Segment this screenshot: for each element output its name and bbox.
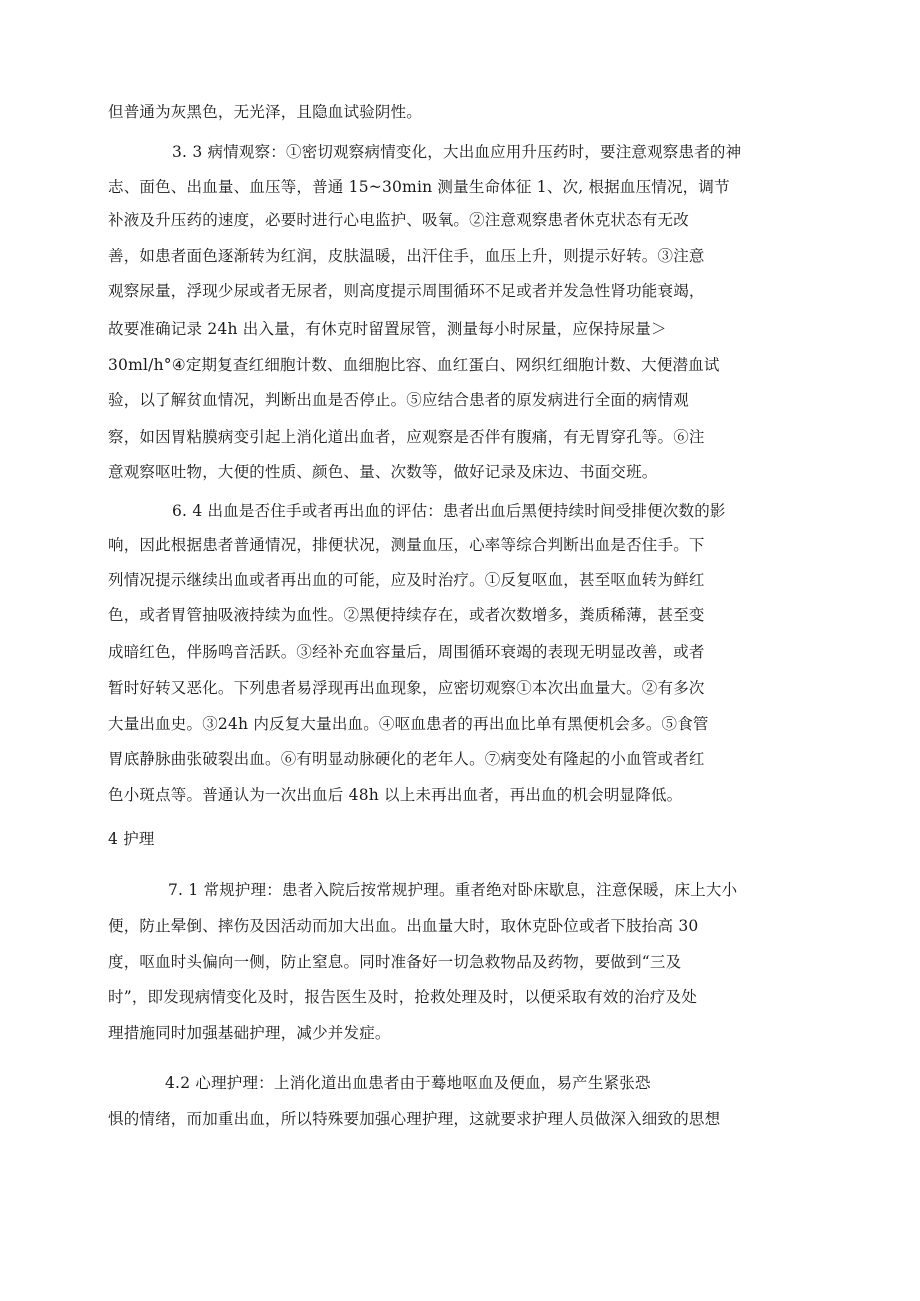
text-line: 惧的情绪，而加重出血，所以特殊要加强心理护理，这就要求护理人员做深入细致的思想 <box>108 1110 721 1128</box>
text-line: 4.2 心理护理：上消化道出血患者由于蓦地呕血及便血，易产生紧张恐 <box>165 1074 651 1092</box>
text-line: 3. 3 病情观察：①密切观察病情变化，大出血应用升压药时，要注意观察患者的神 <box>172 143 742 161</box>
text-line: 志、面色、出血量、血压等，普通 15~30min 测量生命体征 1、次, 根据血压情况，调节 <box>108 178 730 196</box>
text-line: 便，防止晕倒、摔伤及因活动而加大出血。出血量大时，取休克卧位或者下肢抬高 30 <box>108 917 699 935</box>
text-line: 善，如患者面色逐渐转为红润，皮肤温暖，出汗住手，血压上升，则提示好转。③注意 <box>108 247 705 265</box>
text-line: 验，以了解贫血情况，判断出血是否停止。⑤应结合患者的原发病进行全面的病情观 <box>108 391 689 409</box>
text-line: 故要准确记录 24h 出入量，有休克时留置尿管，测量每小时尿量，应保持尿量＞ <box>108 320 667 338</box>
text-line: 成暗红色，伴肠鸣音活跃。③经补充血容量后，周围循环衰竭的表现无明显改善，或者 <box>108 643 705 661</box>
text-line: 补液及升压药的速度，必要时进行心电监护、吸氧。②注意观察患者休克状态有无改 <box>108 211 689 229</box>
text-line: 响，因此根据患者普通情况，排便状况，测量血压，心率等综合判断出血是否住手。下 <box>108 536 705 554</box>
text-line: 7. 1 常规护理：患者入院后按常规护理。重者绝对卧床歇息，注意保暖，床上大小 <box>168 881 738 899</box>
text-line: 时”，即发现病情变化及时，报告医生及时，抢救处理及时，以便采取有效的治疗及处 <box>108 988 698 1006</box>
text-line: 30ml/h°④定期复查红细胞计数、血细胞比容、血红蛋白、网织红细胞计数、大便潜血试 <box>108 356 720 374</box>
text-line: 察，如因胃粘膜病变引起上消化道出血者，应观察是否伴有腹痛，有无胃穿孔等。⑥注 <box>108 428 705 446</box>
text-line: 但普通为灰黑色，无光泽，且隐血试验阴性。 <box>108 103 423 121</box>
section-heading: 4 护理 <box>108 830 155 848</box>
text-line: 度，呕血时头偏向一侧，防止窒息。同时准备好一切急救物品及药物，要做到“三及 <box>108 953 682 971</box>
text-line: 胃底静脉曲张破裂出血。⑥有明显动脉硬化的老年人。⑦病变处有隆起的小血管或者红 <box>108 750 705 768</box>
text-line: 色，或者胃管抽吸液持续为血性。②黑便持续存在，或者次数增多，粪质稀薄，甚至变 <box>108 606 705 624</box>
text-line: 理措施同时加强基础护理，减少并发症。 <box>108 1024 391 1042</box>
text-line: 6. 4 出血是否住手或者再出血的评估：患者出血后黑便持续时间受排便次数的影 <box>172 502 726 520</box>
text-line: 色小斑点等。普通认为一次出血后 48h 以上未再出血者，再出血的机会明显降低。 <box>108 786 683 804</box>
text-line: 意观察呕吐物，大便的性质、颜色、量、次数等，做好记录及床边、书面交班。 <box>108 463 658 481</box>
text-line: 大量出血史。③24h 内反复大量出血。④呕血患者的再出血比单有黑便机会多。⑤食管 <box>108 715 709 733</box>
text-line: 列情况提示继续出血或者再出血的可能，应及时治疗。①反复呕血，甚至呕血转为鲜红 <box>108 571 705 589</box>
text-line: 观察尿量，浮现少尿或者无尿者，则高度提示周围循环不足或者并发急性肾功能衰竭， <box>108 282 705 300</box>
text-line: 暂时好转又恶化。下列患者易浮现再出血现象，应密切观察①本次出血量大。②有多次 <box>108 679 705 697</box>
